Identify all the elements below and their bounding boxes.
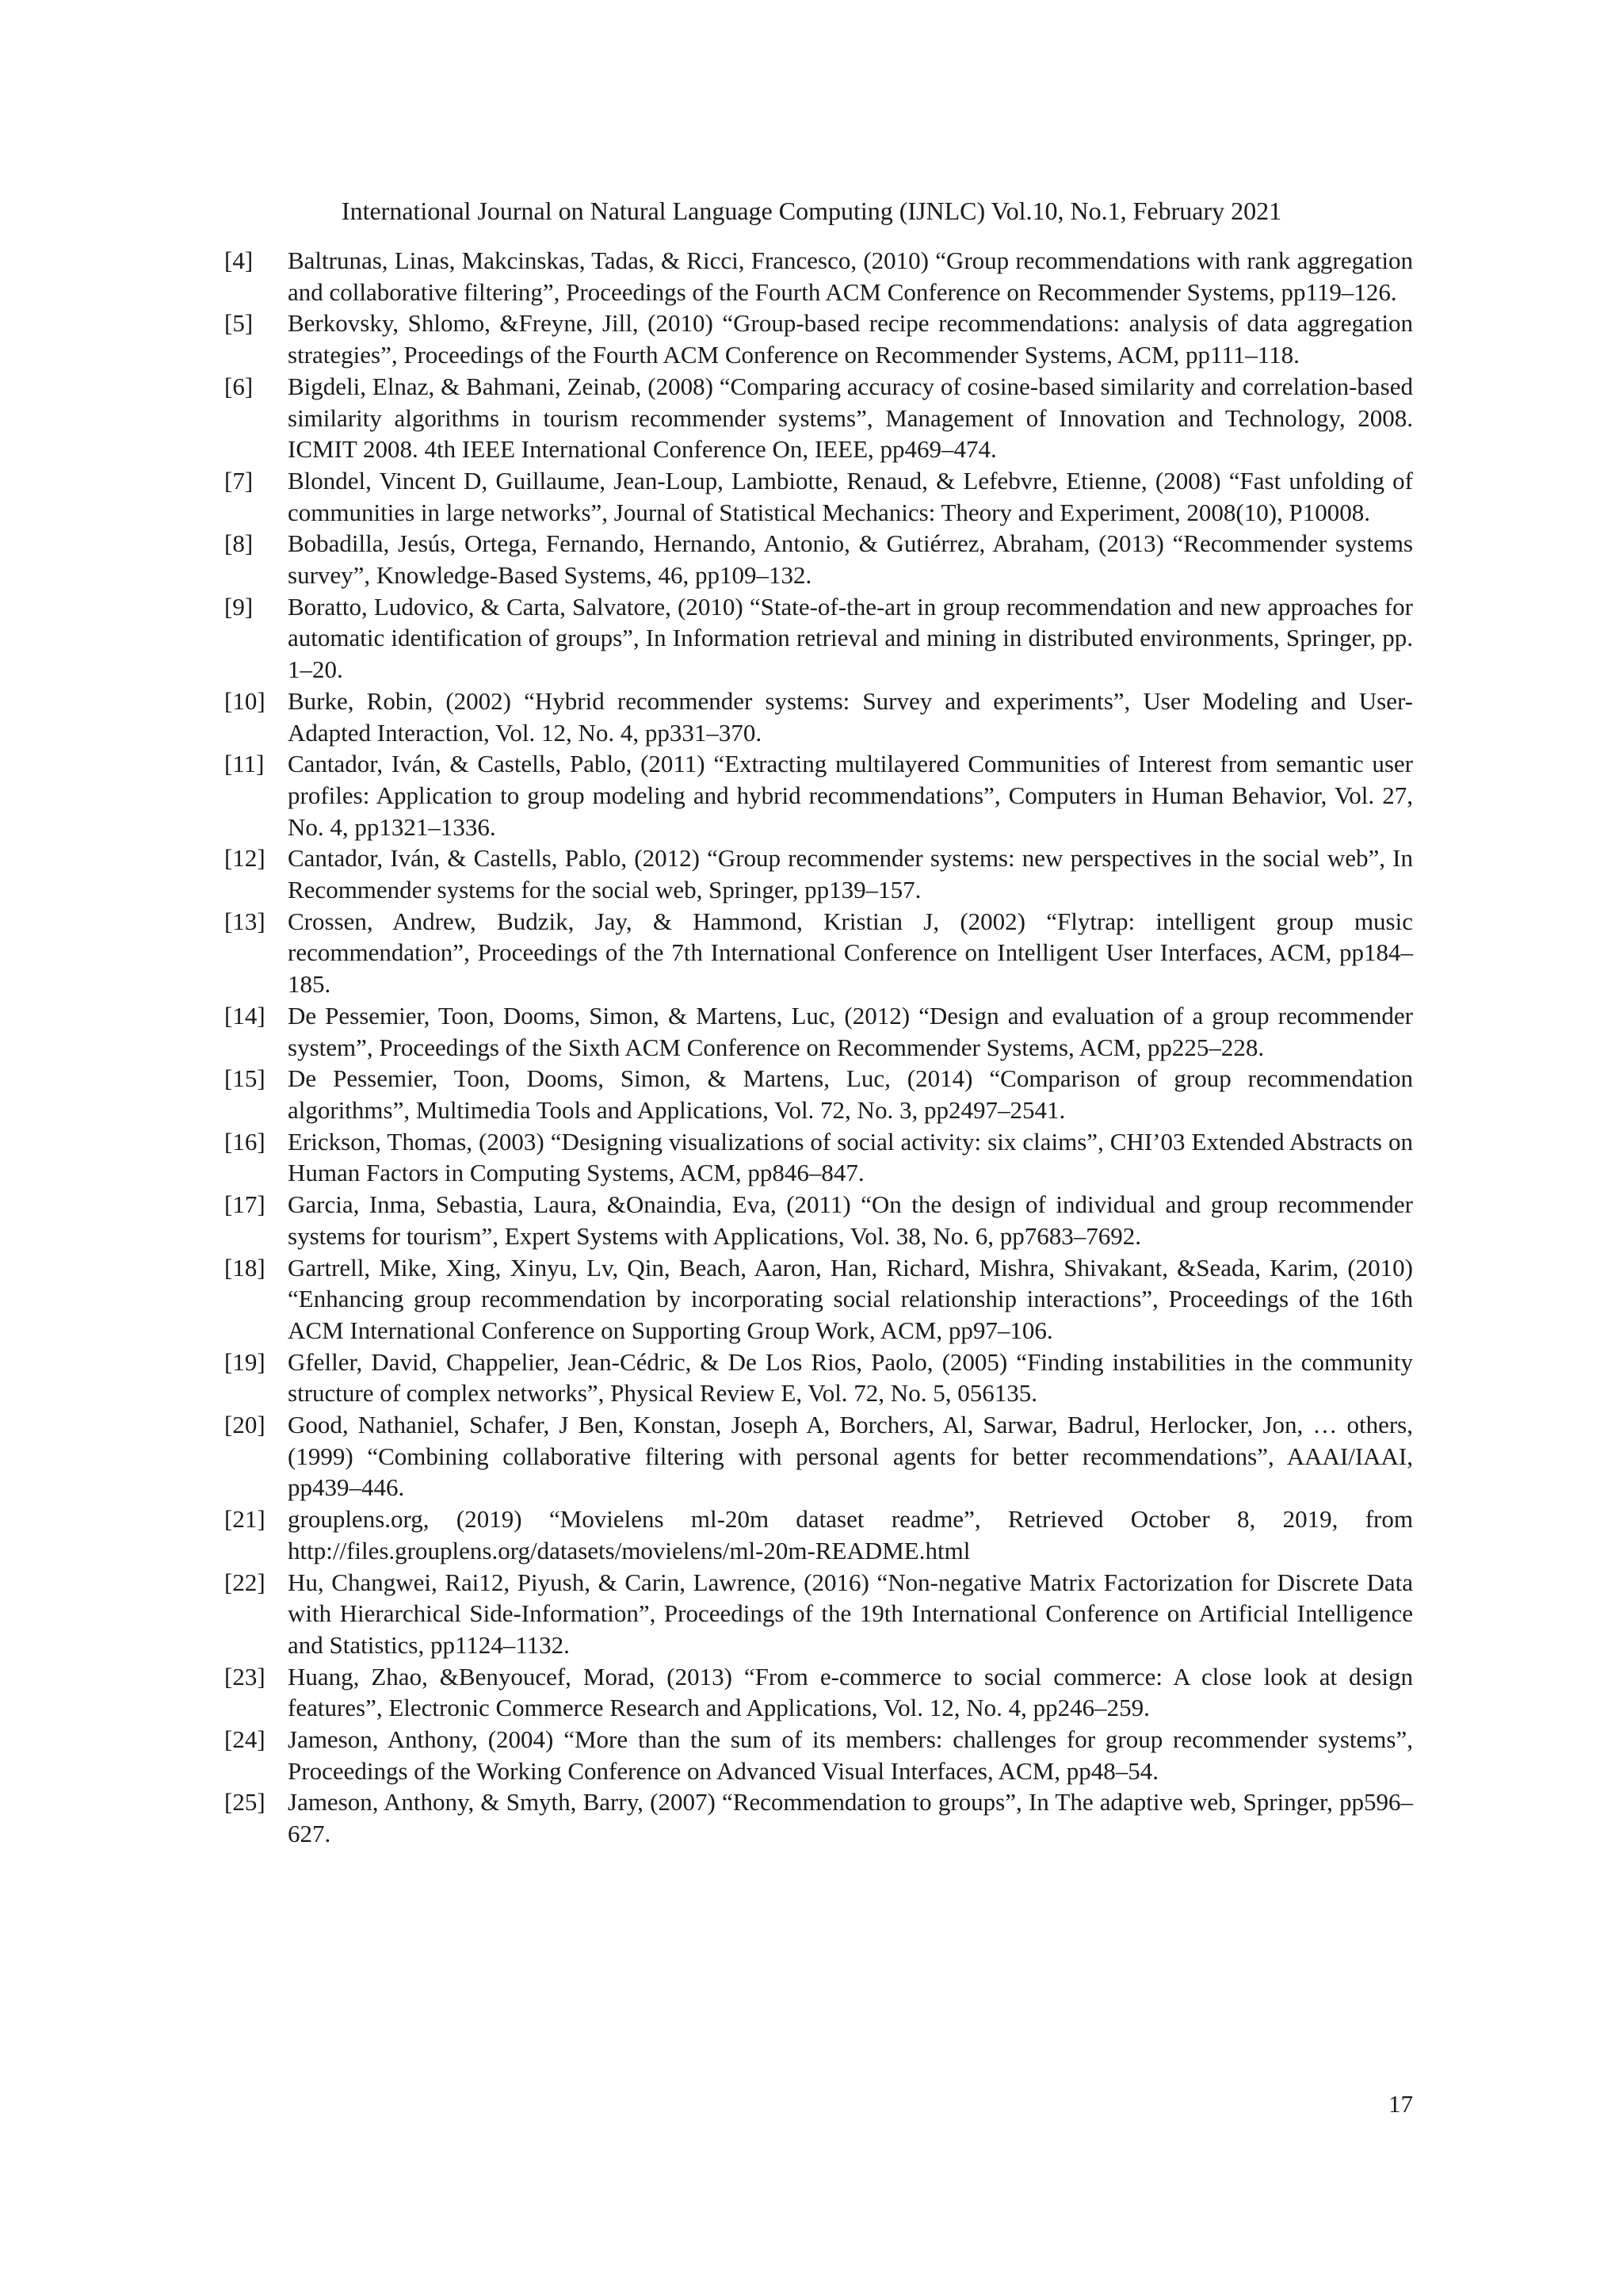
reference-number: [7] [224,466,254,495]
reference-item [224,1724,1413,1786]
reference-text: Burke, Robin, (2002) “Hybrid recommender systems: Survey and experiments”, User Modeling and User-Adapted Interaction, Vol. 12, No. 4, pp331–370. [288,686,1413,747]
reference-text: Cantador, Iván, & Castells, Pablo, (2012) “Group recommender systems: new perspectives in the social web”, In Recommender systems for the social web, Springer, pp139–157. [288,844,1413,904]
reference-text: Huang, Zhao, &Benyoucef, Morad, (2013) “From e-commerce to social commerce: A close look at design features”, Electronic Commerce Research and Applications, Vol. 12, No. 4, pp246–259. [288,1662,1413,1722]
reference-text: Erickson, Thomas, (2003) “Designing visualizations of social activity: six claims”, CHI’03 Extended Abstracts on Human Factors in Computing Systems, ACM, pp846–847. [288,1127,1413,1187]
reference-number: [18] [224,1253,265,1282]
reference-text: Jameson, Anthony, & Smyth, Barry, (2007) “Recommendation to groups”, In The adaptive web, Springer, pp596–627. [288,1788,1413,1848]
reference-item [224,1786,1413,1849]
reference-text: Gartrell, Mike, Xing, Xinyu, Lv, Qin, Beach, Aaron, Han, Richard, Mishra, Shivakant, &Seada, Karim, (2010) “Enhancing group recommendation by incorporating social relationship interactions”, Proceedings of the 16th ACM International Conference on Supporting Group Work, ACM, pp97–106. [288,1253,1413,1344]
reference-number: [15] [224,1064,265,1093]
reference-item [224,1000,1413,1063]
reference-item [224,1409,1413,1503]
reference-item [224,1347,1413,1409]
reference-item [224,245,1413,308]
reference-item [224,1252,1413,1347]
reference-text: grouplens.org, (2019) “Movielens ml-20m dataset readme”, Retrieved October 8, 2019, from http://files.grouplens.org/datasets/movielens/ml-20m-README.html [288,1505,1413,1564]
reference-number: [8] [224,529,254,558]
reference-text: Crossen, Andrew, Budzik, Jay, & Hammond, Kristian J, (2002) “Flytrap: intelligent group music recommendation”, Proceedings of the 7th International Conference on Intelligent User Interfaces, ACM, pp184–185. [288,907,1413,999]
reference-number: [6] [224,372,254,400]
reference-text: Berkovsky, Shlomo, &Freyne, Jill, (2010) “Group-based recipe recommendations: analysis of data aggregation strategies”, Proceedings of the Fourth ACM Conference on Recommender Systems, ACM, pp111–118. [288,309,1413,369]
reference-item [224,308,1413,370]
reference-number: [11] [224,750,265,778]
reference-item [224,591,1413,686]
reference-item [224,465,1413,528]
reference-text: De Pessemier, Toon, Dooms, Simon, & Martens, Luc, (2012) “Design and evaluation of a group recommender system”, Proceedings of the Sixth ACM Conference on Recommender Systems, ACM, pp225–228. [288,1001,1413,1061]
reference-number: [12] [224,844,265,873]
reference-text: Good, Nathaniel, Schafer, J Ben, Konstan, Joseph A, Borchers, Al, Sarwar, Badrul, Herlocker, Jon, … others, (1999) “Combining collaborative filtering with personal agents for better recommendations”, AAAI/IAAI, pp439–446. [288,1411,1413,1502]
reference-number: [24] [224,1725,265,1754]
reference-number: [23] [224,1662,265,1690]
reference-number: [25] [224,1788,265,1817]
reference-text: Garcia, Inma, Sebastia, Laura, &Onaindia, Eva, (2011) “On the design of individual and group recommender systems for tourism”, Expert Systems with Applications, Vol. 38, No. 6, pp7683–7692. [288,1190,1413,1250]
reference-item [224,1189,1413,1251]
reference-number: [9] [224,592,254,621]
reference-text: Gfeller, David, Chappelier, Jean-Cédric, & De Los Rios, Paolo, (2005) “Finding instabilities in the community structure of complex networks”, Physical Review E, Vol. 72, No. 5, 056135. [288,1347,1413,1408]
reference-text: Jameson, Anthony, (2004) “More than the sum of its members: challenges for group recommender systems”, Proceedings of the Working Conference on Advanced Visual Interfaces, ACM, pp48–54. [288,1725,1413,1785]
reference-number: [19] [224,1347,265,1376]
reference-text: Cantador, Iván, & Castells, Pablo, (2011) “Extracting multilayered Communities of Interest from semantic user profiles: Application to group modeling and hybrid recommendations”, Computers in Human Behavior, Vol. 27, No. 4, pp1321–1336. [288,750,1413,841]
reference-item [224,1661,1413,1724]
page-number: 17 [1388,2090,1413,2118]
reference-number: [10] [224,686,265,715]
reference-number: [21] [224,1505,265,1534]
reference-text: Bobadilla, Jesús, Ortega, Fernando, Hernando, Antonio, & Gutiérrez, Abraham, (2013) “Recommender systems survey”, Knowledge-Based Systems, 46, pp109–132. [288,529,1413,590]
reference-number: [20] [224,1411,265,1439]
reference-item [224,1126,1413,1189]
reference-text: Hu, Changwei, Rai12, Piyush, & Carin, Lawrence, (2016) “Non-negative Matrix Factorization for Discrete Data with Hierarchical Side-Information”, Proceedings of the 19th International Conference on Artificial Intelligence and Statistics, pp1124–1132. [288,1568,1413,1659]
reference-item [224,1567,1413,1661]
reference-item [224,842,1413,905]
reference-number: [22] [224,1568,265,1596]
reference-text: De Pessemier, Toon, Dooms, Simon, & Martens, Luc, (2014) “Comparison of group recommendation algorithms”, Multimedia Tools and Applications, Vol. 72, No. 3, pp2497–2541. [288,1064,1413,1124]
reference-item [224,528,1413,590]
reference-item [224,371,1413,465]
reference-number: [5] [224,309,254,338]
reference-item [224,686,1413,748]
reference-item [224,1063,1413,1125]
reference-item [224,1503,1413,1566]
reference-text: Boratto, Ludovico, & Carta, Salvatore, (2010) “State-of-the-art in group recommendation and new approaches for automatic identification of groups”, In Information retrieval and mining in distributed environments, Springer, pp. 1–20. [288,592,1413,684]
reference-number: [4] [224,246,254,274]
reference-number: [13] [224,907,265,935]
reference-number: [14] [224,1001,265,1030]
reference-text: Baltrunas, Linas, Makcinskas, Tadas, & Ricci, Francesco, (2010) “Group recommendations with rank aggregation and collaborative filtering”, Proceedings of the Fourth ACM Conference on Recommender Systems, pp119–126. [288,246,1413,306]
journal-header: International Journal on Natural Language Computing (IJNLC) Vol.10, No.1, February 2021 [341,197,1282,225]
reference-item [224,906,1413,1000]
reference-number: [16] [224,1127,265,1156]
reference-text: Bigdeli, Elnaz, & Bahmani, Zeinab, (2008) “Comparing accuracy of cosine-based similarity and correlation-based similarity algorithms in tourism recommender systems”, Management of Innovation and Technology, 2008. ICMIT 2008. 4th IEEE International Conference On, IEEE, pp469–474. [288,372,1413,464]
reference-number: [17] [224,1190,265,1219]
reference-item [224,748,1413,842]
reference-list [224,245,1413,1850]
reference-text: Blondel, Vincent D, Guillaume, Jean-Loup, Lambiotte, Renaud, & Lefebvre, Etienne, (2008) “Fast unfolding of communities in large networks”, Journal of Statistical Mechanics: Theory and Experiment, 2008(10), P10008. [288,466,1413,526]
